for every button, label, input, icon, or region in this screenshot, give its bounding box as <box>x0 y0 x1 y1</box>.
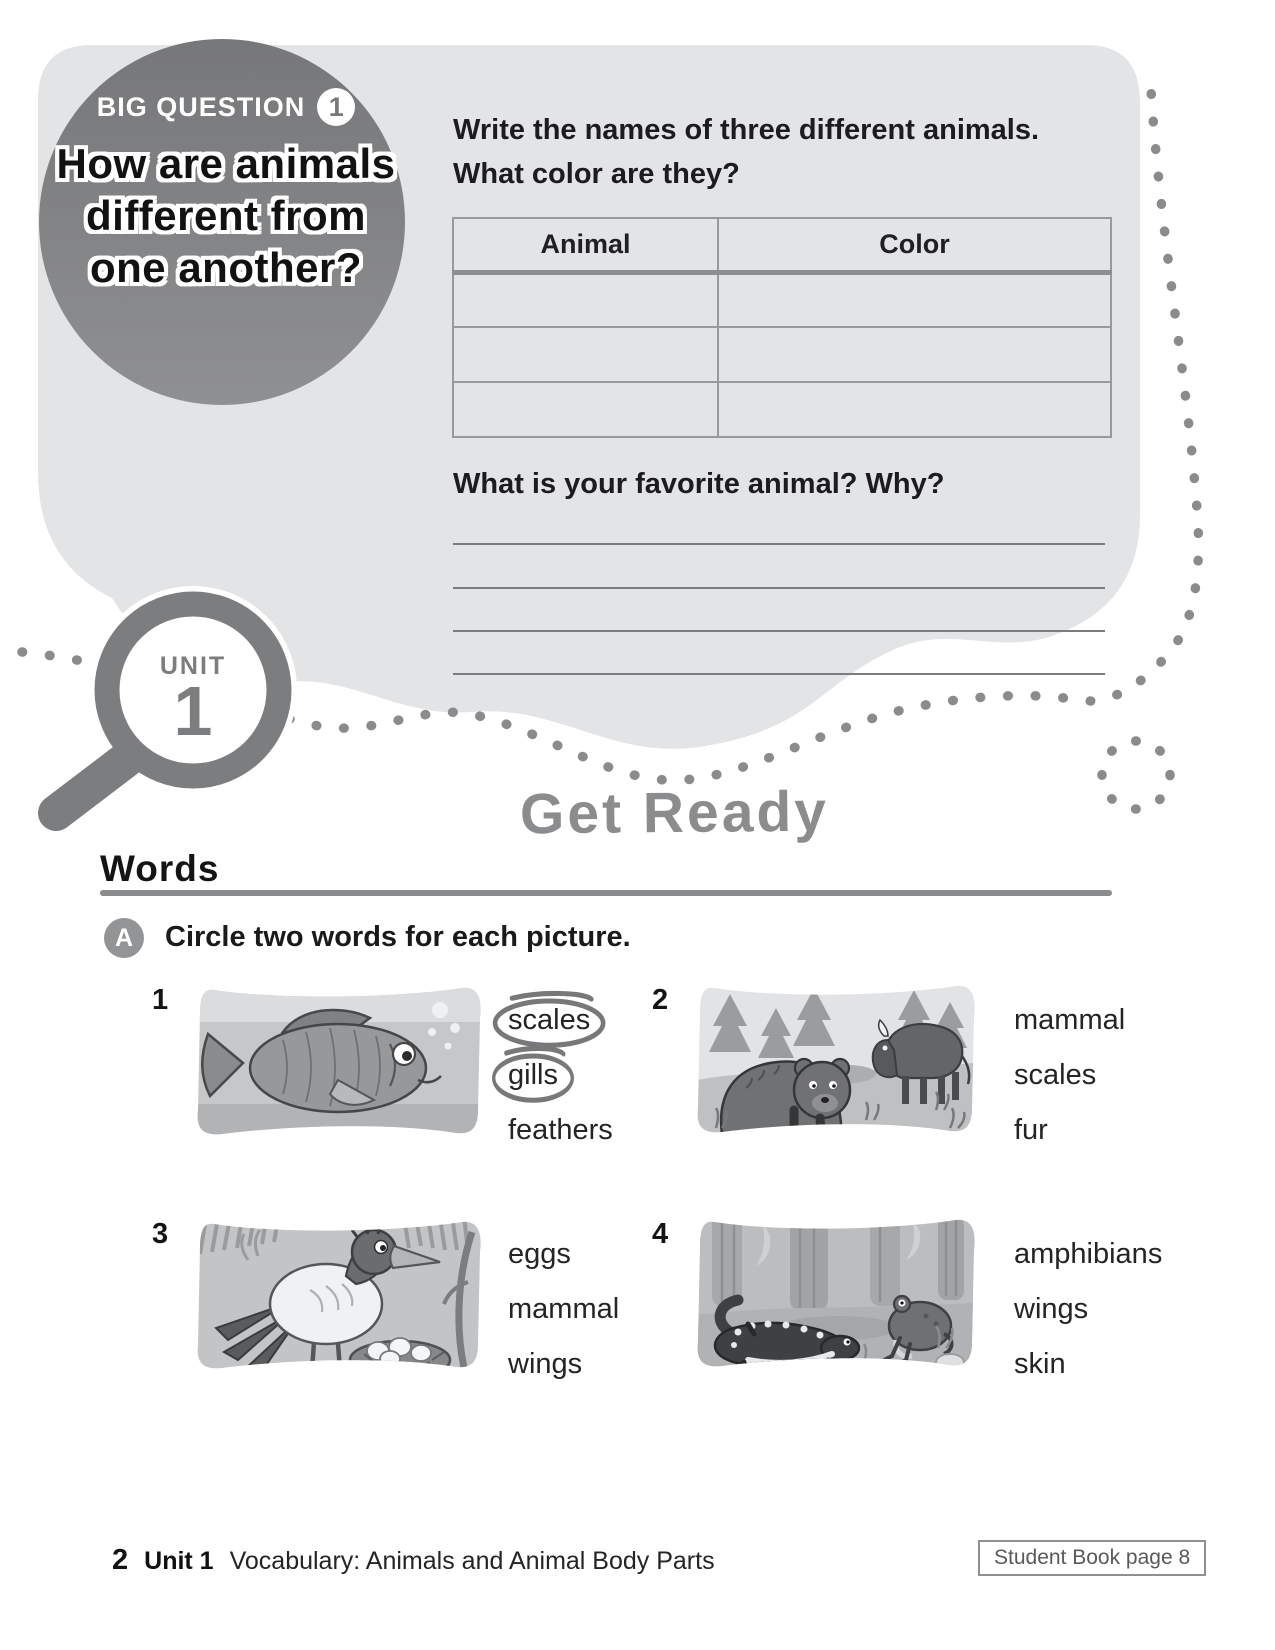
table-empty-cell <box>718 382 1111 437</box>
table-row <box>453 327 1111 382</box>
table-row <box>453 382 1111 437</box>
word-label: amphibians <box>1014 1238 1163 1270</box>
word-option <box>504 1002 594 1039</box>
footer-topic: Vocabulary: Animals and Animal Body Parts <box>229 1547 715 1575</box>
animal-color-table <box>452 217 1112 438</box>
words-underline <box>100 890 1112 896</box>
word-label: skin <box>1014 1348 1066 1380</box>
table-header-animal: Animal <box>453 218 718 272</box>
salamander-frog-illustration <box>688 1212 982 1382</box>
words-heading: Words <box>100 848 220 889</box>
big-question-number-badge: 1 <box>317 88 355 126</box>
write-animals-prompt <box>453 108 1039 196</box>
big-question-bubble <box>50 88 402 294</box>
word-option <box>1010 1057 1100 1094</box>
word-label: fur <box>1014 1114 1048 1146</box>
exercise-item-4 <box>652 1212 1166 1383</box>
answer-line <box>453 673 1105 675</box>
exercise-item-1 <box>152 978 617 1150</box>
dotted-loop <box>1102 741 1170 809</box>
item-number: 4 <box>652 1218 669 1250</box>
activity-instruction: Circle two words for each picture. <box>165 921 631 953</box>
word-option <box>504 1346 586 1383</box>
activity-a-badge: A <box>104 918 144 958</box>
exercise-item-2 <box>652 978 1129 1149</box>
big-question-kicker: BIG QUESTION <box>96 91 306 122</box>
exercise-item-3 <box>152 1212 623 1384</box>
get-ready-title: Get Ready <box>519 779 830 847</box>
word-option <box>504 1112 617 1149</box>
footer <box>112 1544 715 1577</box>
word-option <box>504 1236 575 1273</box>
table-empty-cell <box>718 272 1111 327</box>
word-option <box>1010 1002 1129 1039</box>
answer-line <box>453 587 1105 589</box>
fish-illustration <box>188 978 488 1150</box>
table-row <box>453 272 1111 327</box>
write-animals-prompt-line2: What color are they? <box>453 158 740 191</box>
unit-label: UNIT <box>159 652 227 680</box>
table-empty-cell <box>718 327 1111 382</box>
word-label: wings <box>508 1348 583 1380</box>
write-animals-prompt-line1: Write the names of three different animals. <box>453 114 1040 146</box>
word-option <box>1010 1291 1092 1328</box>
table-empty-cell <box>453 272 718 327</box>
word-option <box>504 1291 623 1328</box>
word-option <box>1010 1236 1166 1273</box>
word-label: mammal <box>508 1293 620 1325</box>
word-option <box>1010 1346 1070 1383</box>
item-number: 1 <box>152 984 169 1016</box>
bear-bison-illustration <box>688 978 982 1148</box>
student-book-reference: Student Book page 8 <box>978 1540 1206 1576</box>
word-label: feathers <box>508 1114 613 1146</box>
word-label: eggs <box>508 1238 571 1270</box>
item-number: 2 <box>652 984 669 1016</box>
word-option <box>1010 1112 1052 1149</box>
footer-unit-label: Unit 1 <box>144 1547 214 1575</box>
word-label: mammal <box>1014 1004 1126 1036</box>
table-empty-cell <box>453 382 718 437</box>
table-empty-cell <box>453 327 718 382</box>
footer-page-number: 2 <box>112 1544 129 1576</box>
word-label: scales <box>508 1004 591 1036</box>
word-label: gills <box>508 1059 558 1091</box>
bird-nest-illustration <box>188 1212 488 1384</box>
big-question-text: How are animals different from one another? <box>56 140 396 292</box>
answer-line <box>453 543 1105 545</box>
unit-number: 1 <box>173 672 213 750</box>
favorite-animal-prompt: What is your favorite animal? Why? <box>453 468 945 500</box>
answer-line <box>453 630 1105 632</box>
word-label: scales <box>1014 1059 1097 1091</box>
table-header-color: Color <box>718 218 1111 272</box>
word-option <box>504 1057 562 1094</box>
word-label: wings <box>1014 1293 1089 1325</box>
item-number: 3 <box>152 1218 169 1250</box>
